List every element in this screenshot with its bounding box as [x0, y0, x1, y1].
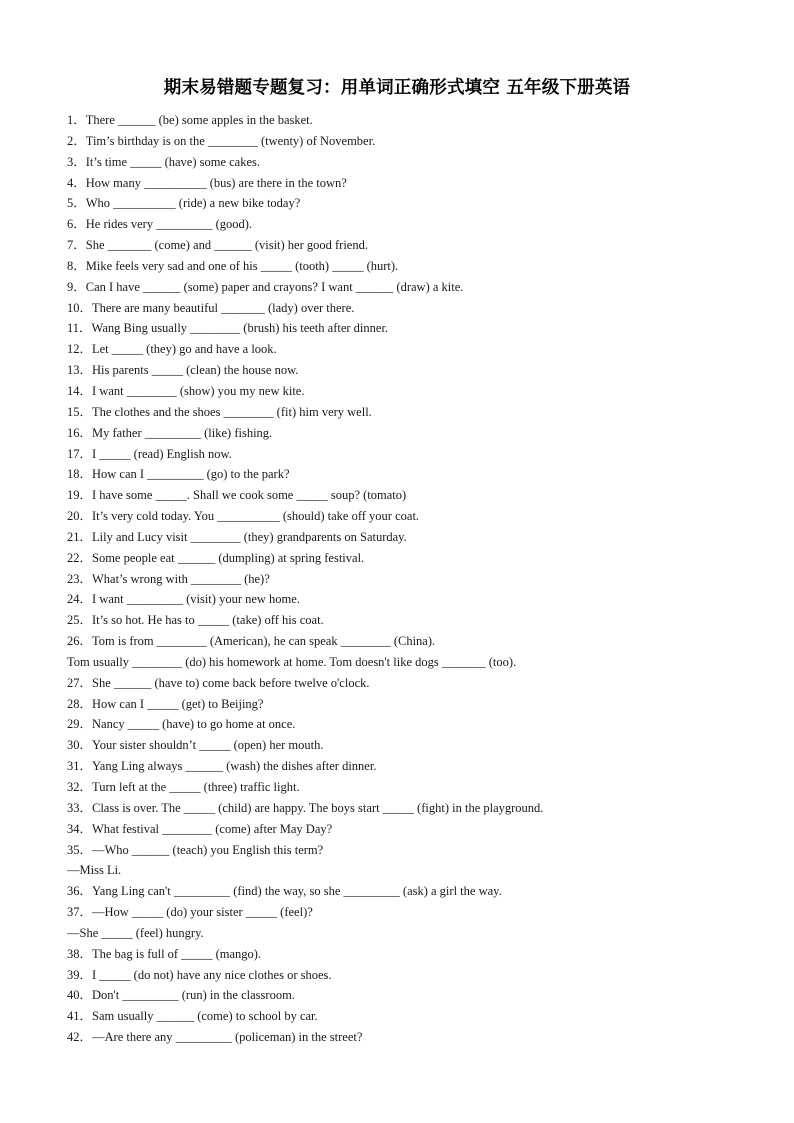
exercise-line: 34．What festival ________ (come) after May Day?: [67, 821, 333, 836]
exercise-line: 32．Turn left at the _____ (three) traffic light.: [67, 780, 300, 794]
exercise-line: 25．It’s so hot. He has to _____ (take) off his coat.: [67, 613, 324, 628]
exercise-line: 6．He rides very _________ (good).: [67, 217, 253, 232]
exercise-line: 20．It’s very cold today. You __________ (should) take off your coat.: [67, 509, 420, 524]
exercise-line: 40．Don't _________ (run) in the classroom.: [67, 988, 295, 1003]
exercise-line: 12．Let _____ (they) go and have a look.: [67, 342, 277, 357]
exercise-line: 33．Class is over. The _____ (child) are happy. The boys start _____ (fight) in the playground.: [67, 800, 544, 815]
exercise-line: 22．Some people eat ______ (dumpling) at spring festival.: [67, 550, 365, 565]
exercise-line: 29．Nancy _____ (have) to go home at once.: [67, 717, 296, 732]
exercise-line: Tom usually ________ (do) his homework at home. Tom doesn't like dogs _______ (too).: [67, 654, 517, 669]
exercise-line: 3．It’s time _____ (have) some cakes.: [67, 154, 261, 169]
exercise-line: —She _____ (feel) hungry.: [67, 925, 204, 940]
exercise-line: 4．How many __________ (bus) are there in the town?: [67, 175, 347, 190]
exercise-line: 5．Who __________ (ride) a new bike today?: [67, 196, 301, 211]
exercise-line: 1．There ______ (be) some apples in the basket.: [67, 113, 313, 127]
exercise-line: 10．There are many beautiful _______ (lady) over there.: [67, 300, 355, 315]
exercise-line: 9．Can I have ______ (some) paper and crayons? I want ______ (draw) a kite.: [67, 279, 464, 294]
exercise-line: 13．His parents _____ (clean) the house now.: [67, 363, 299, 378]
exercise-line: 27．She ______ (have to) come back before twelve o'clock.: [67, 675, 370, 690]
exercise-line: 35．—Who ______ (teach) you English this term?: [67, 842, 324, 857]
exercise-line: 23．What’s wrong with ________ (he)?: [67, 571, 270, 586]
exercise-line: 7．She _______ (come) and ______ (visit) her good friend.: [67, 238, 368, 253]
exercise-line: —Miss Li.: [67, 863, 122, 878]
exercise-line: 17．I _____ (read) English now.: [67, 446, 232, 461]
exercise-line: 37．—How _____ (do) your sister _____ (feel)?: [67, 905, 313, 920]
exercise-line: 28．How can I _____ (get) to Beijing?: [67, 696, 264, 711]
exercise-line: 8．Mike feels very sad and one of his _____ (tooth) _____ (hurt).: [67, 258, 399, 273]
exercise-line: 39．I _____ (do not) have any nice clothes or shoes.: [67, 967, 332, 982]
exercise-line: 36．Yang Ling can't _________ (find) the way, so she _________ (ask) a girl the way.: [67, 884, 502, 899]
exercise-line: 19．I have some _____. Shall we cook some _____ soup? (tomato): [67, 488, 407, 503]
exercise-line: 24．I want _________ (visit) your new home.: [67, 592, 300, 607]
exercise-line: 42．—Are there any _________ (policeman) in the street?: [67, 1030, 363, 1045]
exercise-line: 14．I want ________ (show) you my new kite.: [67, 383, 305, 398]
exercise-line: 18．How can I _________ (go) to the park?: [67, 467, 290, 482]
exercise-line: 21．Lily and Lucy visit ________ (they) grandparents on Saturday.: [67, 529, 407, 544]
exercise-line: 15．The clothes and the shoes ________ (fit) him very well.: [67, 404, 372, 419]
exercise-line: 26．Tom is from ________ (American), he can speak ________ (China).: [67, 634, 436, 649]
exercise-line: 11．Wang Bing usually ________ (brush) his teeth after dinner.: [67, 321, 389, 336]
exercise-line: 41．Sam usually ______ (come) to school by car.: [67, 1009, 318, 1024]
exercise-line: 16．My father _________ (like) fishing.: [67, 425, 273, 440]
document-title: 期末易错题专题复习：用单词正确形式填空 五年级下册英语: [163, 78, 631, 98]
exercise-line: 2．Tim’s birthday is on the ________ (twenty) of November.: [67, 133, 376, 148]
exercise-line: 30．Your sister shouldn’t _____ (open) her mouth.: [67, 738, 324, 753]
exercise-list: [67, 110, 767, 1048]
exercise-line: 31．Yang Ling always ______ (wash) the dishes after dinner.: [67, 759, 377, 774]
exercise-line: 38．The bag is full of _____ (mango).: [67, 946, 262, 961]
